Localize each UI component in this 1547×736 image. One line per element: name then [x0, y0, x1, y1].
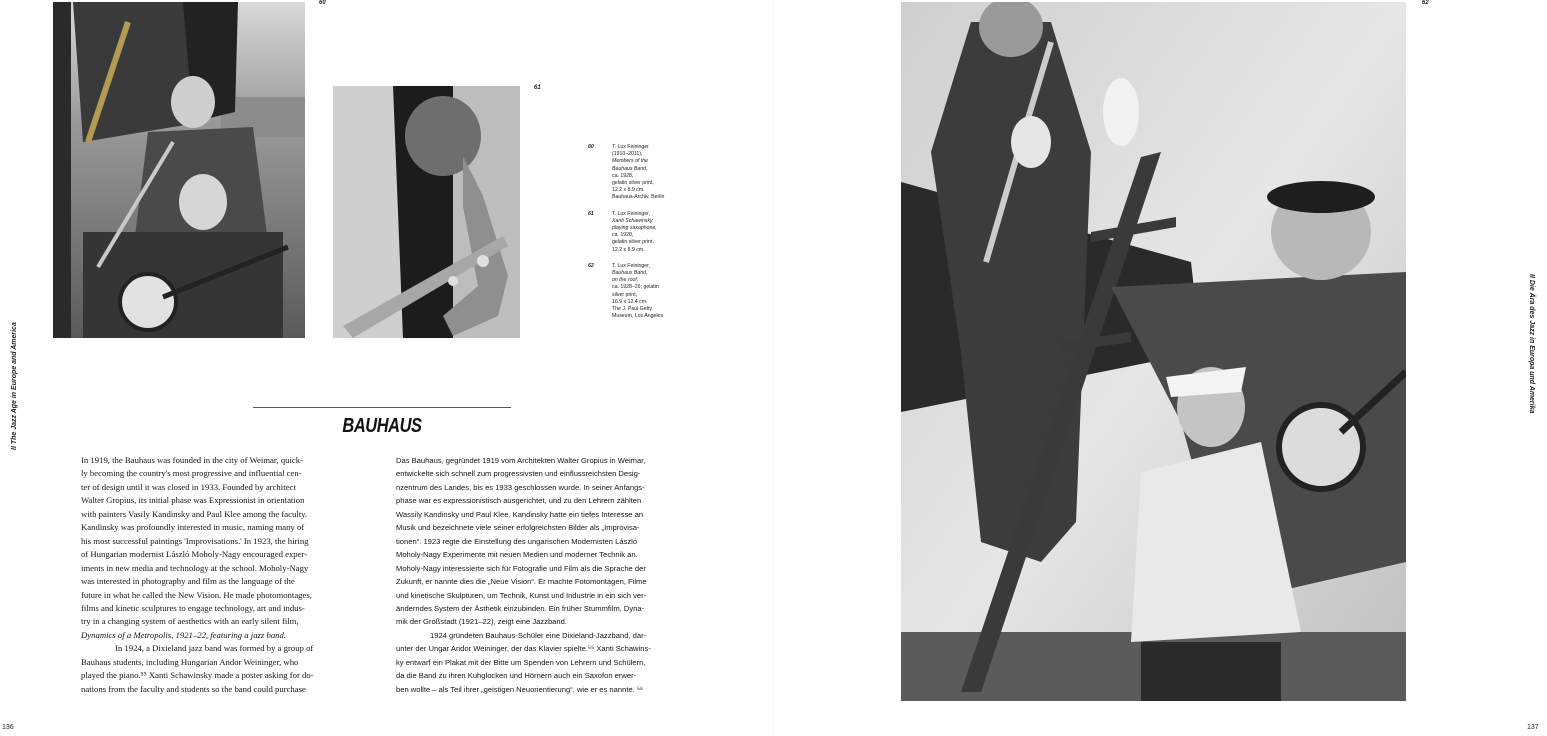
text-line: Moholy-Nagy interessierte sich für Fotografie und Film als die Sprache der [396, 563, 646, 573]
caption-number: 60 [588, 144, 594, 150]
heading-rule [253, 407, 511, 408]
text-line: Zukunft, er nannte dies die „Neue Vision“. Er machte Fotomontagen, Filme [396, 577, 647, 587]
text-line: 1924 gründeten Bauhaus-Schüler eine Dixieland-Jazzband, dar- [430, 630, 647, 640]
caption-line: 12.2 x 8.9 cm. [612, 246, 645, 253]
plate-number-61: 61 [534, 85, 541, 91]
text-line: Dynamics of a Metropolis, 1921–22, featuring a jazz band. [81, 629, 287, 640]
text-line: his most successful paintings 'Improvisations.' In 1923, the hiring [81, 535, 309, 546]
page-number-left: 136 [2, 724, 14, 731]
caption-line: ca. 1928–29, gelatin [612, 284, 659, 291]
text-line: phase war es expressionistisch ausgerichtet, und zu den Lehrern zählten [396, 496, 642, 506]
text-line: Walter Gropius, its initial phase was Expressionist in orientation [81, 495, 305, 506]
caption-line: T. Lux Feininger, [612, 262, 651, 269]
caption-line: 16.9 x 12.4 cm. [612, 298, 648, 305]
text-line: Wassily Kandinsky und Paul Klee. Kandinsky hatte ein tiefes Interesse an [396, 509, 644, 519]
text-line: nzentrum des Landes, bis es 1933 geschlossen wurde. In seiner Anfangs- [396, 482, 645, 492]
text-line: nations from the faculty and students so the band could purchase [81, 683, 306, 694]
caption-line: The J. Paul Getty [612, 306, 653, 313]
caption-line: gelatin silver print, [612, 180, 654, 187]
caption-title: playing saxophone, [612, 225, 657, 232]
caption-60 [588, 144, 688, 202]
caption-line: 12.2 x 8.9 cm. [612, 187, 645, 194]
plate-number-60: 60 [319, 0, 326, 6]
caption-line: (1910–2011), [612, 151, 643, 158]
text-line: Das Bauhaus, gegründet 1919 vom Architekten Walter Gropius in Weimar, [396, 456, 646, 465]
text-line: future in what he called the New Vision. He made photomontages, [81, 589, 312, 600]
running-head-right: II Die Ära des Jazz in Europa und Amerika [1528, 274, 1535, 414]
text-line: try in a changing system of aesthetics with an early silent film, [81, 616, 299, 627]
text-line: In 1924, a Dixieland jazz band was formed by a group of [115, 643, 314, 654]
text-line: was interested in photography and film as the language of the [81, 576, 295, 587]
photo-schawinsky-saxophone [333, 86, 520, 338]
caption-title: Bauhaus Band, [612, 165, 648, 172]
text-line: iments in new media and technology at the school. Moholy-Nagy [81, 562, 309, 573]
text-line: und kinetische Skulpturen, um Technik, Kunst und Industrie in ein sich ver- [396, 590, 647, 600]
caption-line: ca. 1928, [612, 172, 634, 179]
german-text-column [396, 454, 688, 696]
text-line: Moholy-Nagy Experimente mit neuen Medien und moderner Technik an. [396, 550, 638, 560]
caption-title: Bauhaus Band, [612, 270, 648, 277]
caption-61 [588, 211, 688, 254]
text-line: Kandinsky was profoundly interested in music, naming many of [81, 522, 305, 533]
text-line: tionen“. 1923 regte die Einstellung des ungarischen Modernisten László [396, 536, 638, 546]
page-number-right: 137 [1527, 724, 1539, 731]
text-line: änderndes System der Ästhetik einzubinden. Ein früher Stummfilm, Dyna- [396, 603, 645, 613]
text-line: with painters Vasily Kandinsky and Paul Klee among the faculty. [81, 508, 308, 519]
text-line: mik der Großstadt (1921–22), zeigt eine Jazzband. [396, 617, 567, 627]
caption-line: Museum, Los Angeles [612, 313, 664, 320]
english-text-column [81, 454, 369, 696]
text-line: In 1919, the Bauhaus was founded in the city of Weimar, quick- [81, 455, 303, 465]
text-line: ter of design until it was closed in 1933. Founded by architect [81, 481, 296, 492]
caption-line: T. Lux Feininger [612, 144, 649, 150]
text-line: of Hungarian modernist László Moholy-Nagy encouraged exper- [81, 549, 308, 560]
running-head-left: II The Jazz Age in Europe and America [11, 322, 18, 450]
text-line: ly becoming the country's most progressive and influential cen- [81, 468, 302, 479]
caption-title: Members of the [612, 158, 649, 165]
photo-bauhaus-band-members [53, 2, 305, 338]
caption-line: Bauhaus-Archiv, Berlin [612, 194, 665, 201]
text-line: ky entwarf ein Plakat mit der Bitte um Spenden von Lehrern und Schülern, [396, 657, 646, 667]
text-line: Musik und bezeichnete viele seiner erfolgreichsten Bilder als „Improvisa- [396, 523, 640, 533]
text-line: played the piano.⁵⁵ Xanti Schawinsky made a poster asking for do- [81, 670, 314, 681]
caption-number: 62 [588, 262, 594, 269]
caption-62 [588, 263, 688, 321]
text-line: unter der Ungar Andor Weininger, der das Klavier spielte.⁵⁵ Xanti Schawins- [396, 644, 651, 654]
caption-number: 61 [588, 210, 594, 217]
text-line: da die Band zu ihren Kuhglocken und Hörnern auch ein Saxofon erwer- [396, 671, 637, 681]
section-heading: BAUHAUS [342, 415, 422, 437]
gutter-shadow [773, 0, 774, 736]
caption-line: ca. 1928, [612, 232, 634, 239]
photo-bauhaus-band-on-roof [901, 2, 1406, 701]
caption-title: on the roof, [612, 277, 639, 284]
caption-line: silver print, [612, 291, 638, 298]
text-line: entwickelte sich schnell zum progressivsten und einflussreichsten Desig- [396, 469, 641, 479]
caption-line: T. Lux Feininger, [612, 210, 651, 217]
text-line: Bauhaus students, including Hungarian Andor Weininger, who [81, 656, 299, 667]
caption-title: Xanti Schawinsky [612, 217, 653, 224]
text-line: ben wollte – als Teil ihrer „geistigen Neuorientierung“, wie er es nannte. ⁵⁶ [396, 684, 644, 694]
plate-number-62: 62 [1422, 0, 1429, 6]
photo-captions [588, 144, 688, 329]
caption-line: gelatin silver print, [612, 239, 654, 246]
text-line: films and kinetic sculptures to engage technology, art and indus- [81, 602, 305, 613]
